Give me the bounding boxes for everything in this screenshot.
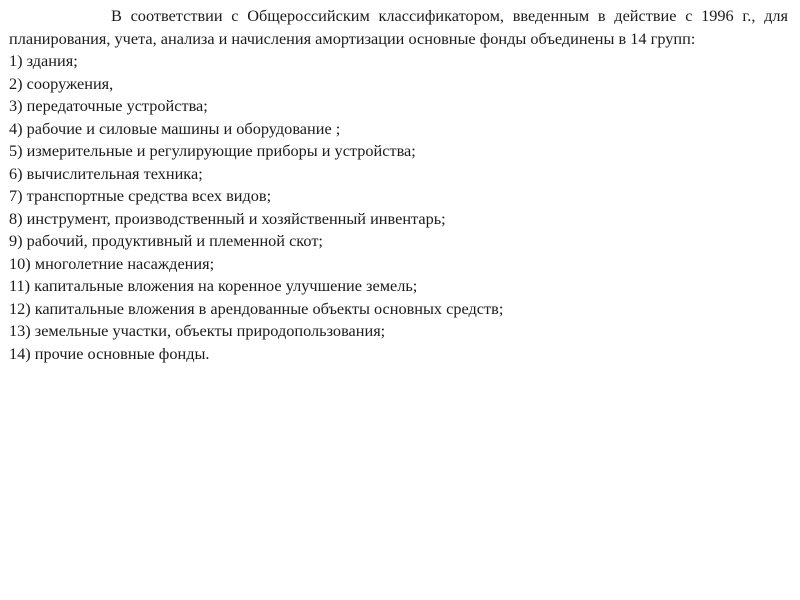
list-item: 8) инструмент, производственный и хозяйственный инвентарь; [9,208,446,228]
fixed-assets-groups-list [9,50,788,365]
list-item: 11) капитальные вложения на коренное улучшение земель; [9,276,418,295]
list-item: 12) капитальные вложения в арендованные объекты основных средств; [9,298,504,318]
list-item: 13) земельные участки, объекты природопользования; [9,321,386,340]
list-item: 6) вычислительная техника; [9,163,203,183]
list-item: 14) прочие основные фонды. [9,343,210,363]
list-item: 9) рабочий, продуктивный и племенной скот; [9,231,323,250]
list-item: 1) здания; [9,51,78,70]
list-item: 2) сооружения, [9,73,114,93]
list-item: 10) многолетние насаждения; [9,253,215,273]
list-item: 5) измерительные и регулирующие приборы и устройства; [9,141,416,160]
list-item: 4) рабочие и силовые машины и оборудование ; [9,118,341,138]
list-item: 7) транспортные средства всех видов; [9,186,272,205]
list-item: 3) передаточные устройства; [9,96,208,115]
document-body [9,5,788,365]
intro-paragraph: В соответствии с Общероссийским классификатором, введенным в действие с 1996 г., для планирования, учета, анализа и начисления амортизации основные фонды объединены в 14 групп: [9,6,788,48]
